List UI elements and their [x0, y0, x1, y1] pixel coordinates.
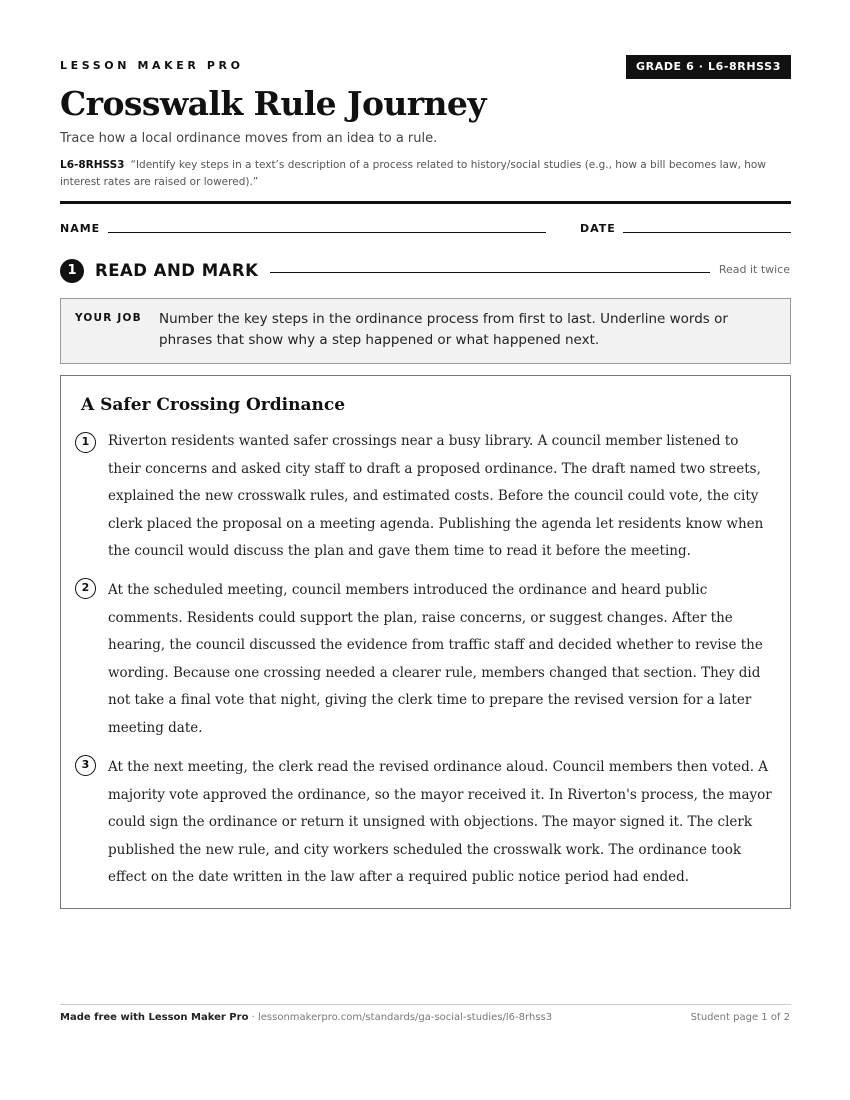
passage-title: A Safer Crossing Ordinance — [81, 395, 346, 415]
paragraph-number-3: 3 — [75, 755, 96, 776]
section-divider — [270, 272, 710, 273]
date-label: DATE — [580, 222, 616, 235]
your-job-box — [60, 298, 791, 364]
standard-code: L6-8RHSS3 — [60, 159, 125, 171]
paragraph-3: At the next meeting, the clerk read the revised ordinance aloud. Council members then voted. A majority vote approved the ordinance, so the mayor received it. In Riverton's process, the mayor could sign the ordinance or return it unsigned with objections. The mayor signed it. The clerk published the new rule, and city workers scheduled the crosswalk work. The ordinance took effect on the date written in the law after a required public notice period had ended. — [108, 759, 772, 885]
standard-description — [60, 157, 790, 191]
footer-divider — [60, 1004, 791, 1005]
name-label: NAME — [60, 222, 101, 235]
your-job-text: Number the key steps in the ordinance process from first to last. Underline words or phrases that show why a step happened or what happened next. — [159, 311, 728, 348]
footer-page-number: Student page 1 of 2 — [690, 1012, 790, 1023]
footer-credit — [60, 1012, 552, 1023]
section-title: READ AND MARK — [95, 261, 259, 280]
footer-url[interactable]: · lessonmakerpro.com/standards/ga-social-studies/l6-8rhss3 — [248, 1012, 553, 1023]
section-number-badge: 1 — [60, 259, 84, 283]
paragraph-number-2: 2 — [75, 578, 96, 599]
section-note: Read it twice — [718, 263, 790, 276]
page-title: Crosswalk Rule Journey — [60, 84, 486, 123]
your-job-label: YOUR JOB — [75, 312, 142, 324]
passage-box — [60, 375, 791, 909]
standard-text: “Identify key steps in a text’s description of a process related to history/social studies (e.g., how a bill becomes law, how interest rates are raised or lowered).” — [60, 159, 766, 188]
page-subtitle: Trace how a local ordinance moves from an idea to a rule. — [60, 131, 438, 146]
paragraph-number-1: 1 — [75, 432, 96, 453]
brand-label: LESSON MAKER PRO — [60, 59, 244, 72]
date-line[interactable] — [623, 232, 791, 233]
paragraph-2: At the scheduled meeting, council members introduced the ordinance and heard public comments. Residents could support the plan, raise concerns, or suggest changes. After the hearing, the council discussed the evidence from traffic staff and decided whether to revise the wording. Because one crossing needed a clearer rule, members changed that section. They did not take a final vote that night, giving the clerk time to prepare the revised version for a later meeting date. — [108, 582, 763, 736]
name-line[interactable] — [108, 232, 546, 233]
grade-badge: GRADE 6 · L6-8RHSS3 — [626, 55, 791, 79]
paragraph-1: Riverton residents wanted safer crossings near a busy library. A council member listened to their concerns and asked city staff to draft a proposed ordinance. The draft named two streets, explained the new crosswalk rules, and estimated costs. Before the council could vote, the city clerk placed the proposal on a meeting agenda. Publishing the agenda let residents know when the council would discuss the plan and gave them time to read it before the meeting. — [108, 433, 764, 559]
footer-made-with: Made free with Lesson Maker Pro — [60, 1012, 249, 1023]
header-divider — [60, 201, 791, 204]
